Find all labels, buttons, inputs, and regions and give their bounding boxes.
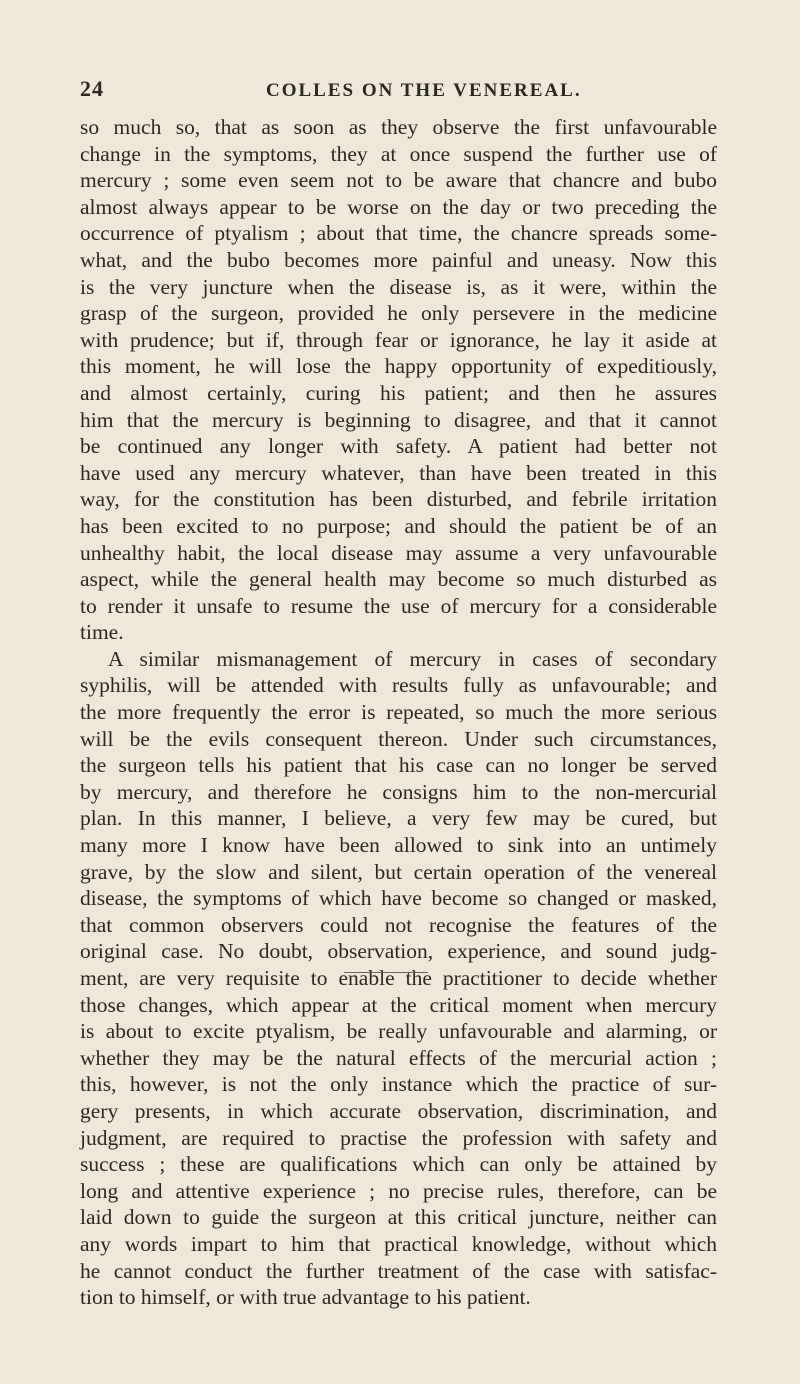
text-line: long and attentive experience ; no precise rules, therefore, can be bbox=[80, 1178, 717, 1203]
text-line: occurrence of ptyalism ; about that time, the chancre spreads some- bbox=[80, 221, 717, 246]
paragraph bbox=[80, 646, 717, 1311]
text-line: aspect, while the general health may become so much disturbed as bbox=[80, 567, 717, 592]
text-line: be continued any longer with safety. A patient had better not bbox=[80, 434, 717, 459]
text-line: grasp of the surgeon, provided he only persevere in the medicine bbox=[80, 301, 717, 326]
text-line: unhealthy habit, the local disease may assume a very unfavourable bbox=[80, 540, 717, 565]
text-line: has been excited to no purpose; and should the patient be of an bbox=[80, 513, 717, 538]
text-line: will be the evils consequent thereon. Under such circumstances, bbox=[80, 726, 717, 751]
text-line: and almost certainly, curing his patient; and then he assures bbox=[80, 380, 717, 405]
text-line: so much so, that as soon as they observe the first unfavourable bbox=[80, 115, 717, 139]
text-line: disease, the symptoms of which have become so changed or masked, bbox=[80, 886, 717, 911]
text-line: whether they may be the natural effects of the mercurial action ; bbox=[80, 1045, 717, 1070]
running-head: COLLES ON THE VENEREAL. bbox=[266, 80, 582, 101]
text-line: the surgeon tells his patient that his case can no longer be served bbox=[80, 753, 717, 778]
text-line: to render it unsafe to resume the use of mercury for a considerable bbox=[80, 593, 717, 618]
text-line: tion to himself, or with true advantage to his patient. bbox=[80, 1285, 531, 1310]
text-line: mercury ; some even seem not to be aware that chancre and bubo bbox=[80, 168, 717, 193]
text-line: grave, by the slow and silent, but certain operation of the venereal bbox=[80, 859, 717, 884]
text-line: is the very juncture when the disease is, as it were, within the bbox=[80, 274, 717, 299]
text-line: those changes, which appear at the critical moment when mercury bbox=[80, 992, 717, 1017]
page-header bbox=[0, 76, 800, 112]
text-line: judgment, are required to practise the profession with safety and bbox=[80, 1125, 717, 1150]
text-line: the more frequently the error is repeated, so much the more serious bbox=[80, 700, 717, 725]
text-line: any words impart to him that practical knowledge, without which bbox=[80, 1231, 717, 1256]
text-line: change in the symptoms, they at once suspend the further use of bbox=[80, 141, 717, 166]
text-line: this, however, is not the only instance which the practice of sur- bbox=[80, 1072, 717, 1097]
text-line: him that the mercury is beginning to disagree, and that it cannot bbox=[80, 407, 717, 432]
text-line: is about to excite ptyalism, be really unfavourable and alarming, or bbox=[80, 1019, 717, 1044]
text-line: ment, are very requisite to enable the practitioner to decide whether bbox=[80, 966, 717, 990]
text-line: A similar mismanagement of mercury in cases of secondary bbox=[108, 646, 717, 671]
section-divider bbox=[344, 972, 428, 973]
text-line: with prudence; but if, through fear or ignorance, he lay it aside at bbox=[80, 327, 717, 352]
text-line: original case. No doubt, observation, experience, and sound judg- bbox=[80, 939, 717, 964]
text-line: laid down to guide the surgeon at this critical juncture, neither can bbox=[80, 1205, 717, 1230]
text-line: time. bbox=[80, 620, 124, 645]
text-line: syphilis, will be attended with results fully as unfavourable; and bbox=[80, 673, 717, 698]
page-number: 24 bbox=[80, 76, 104, 101]
text-line: almost always appear to be worse on the day or two preceding the bbox=[80, 194, 717, 219]
text-line: by mercury, and therefore he consigns him to the non-mercurial bbox=[80, 779, 717, 804]
text-line: that common observers could not recognise the features of the bbox=[80, 912, 717, 937]
text-line: have used any mercury whatever, than have been treated in this bbox=[80, 460, 717, 485]
text-line: this moment, he will lose the happy opportunity of expeditiously, bbox=[80, 354, 717, 379]
text-line: gery presents, in which accurate observation, discrimination, and bbox=[80, 1098, 717, 1123]
body-text bbox=[80, 114, 717, 1311]
text-line: many more I know have been allowed to sink into an untimely bbox=[80, 833, 717, 858]
text-line: what, and the bubo becomes more painful and uneasy. Now this bbox=[80, 247, 717, 272]
text-line: plan. In this manner, I believe, a very few may be cured, but bbox=[80, 806, 717, 831]
paragraph bbox=[80, 114, 717, 646]
text-line: success ; these are qualifications which can only be attained by bbox=[80, 1152, 717, 1177]
text-line: he cannot conduct the further treatment of the case with satisfac- bbox=[80, 1258, 717, 1283]
text-line: way, for the constitution has been disturbed, and febrile irritation bbox=[80, 487, 717, 512]
